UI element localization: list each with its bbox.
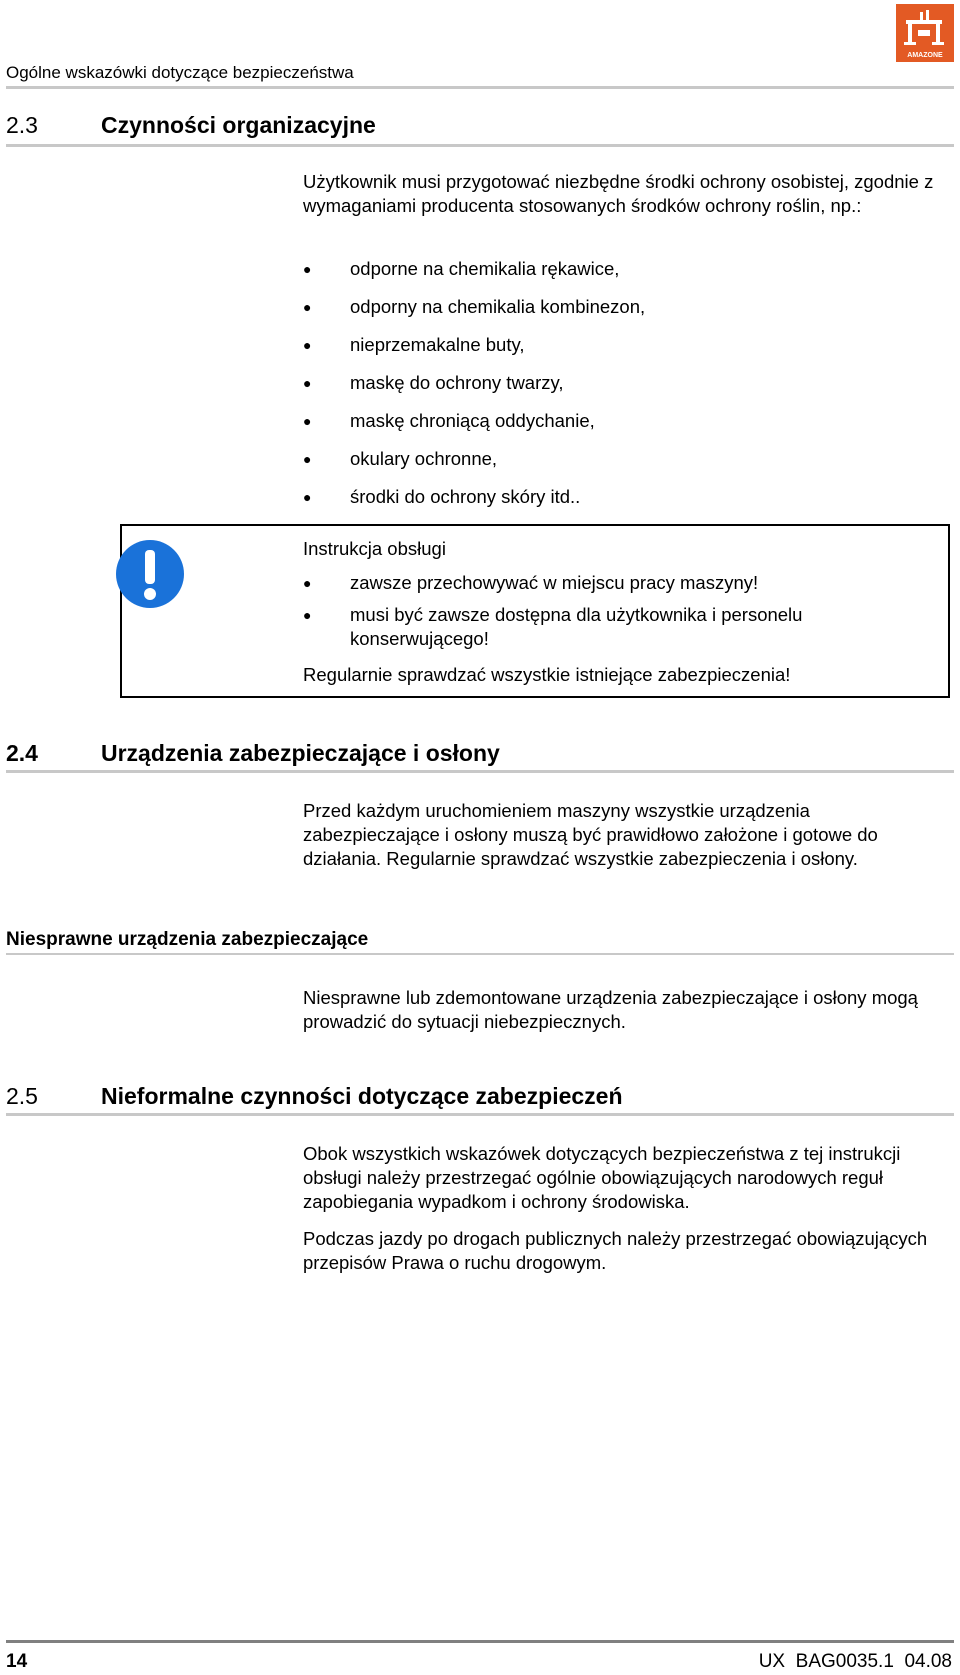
logo-text: AMAZONE <box>907 52 943 59</box>
section-rule <box>6 1113 954 1116</box>
footer-rule <box>6 1640 954 1643</box>
section-number: 2.5 <box>6 1083 38 1109</box>
section-paragraph: Podczas jazdy po drogach publicznych należy przestrzegać obowiązujących przepisów Prawa o ruchu drogowym. <box>303 1228 928 1273</box>
header-rule <box>6 86 954 89</box>
subheading: Niesprawne urządzenia zabezpieczające <box>6 929 369 950</box>
subheading-rule <box>6 953 954 955</box>
section-number: 2.4 <box>6 740 38 766</box>
section-title: Urządzenia zabezpieczające i osłony <box>101 740 500 766</box>
intro-paragraph: Użytkownik musi przygotować niezbędne środki ochrony osobistej, zgodnie z wymaganiami producenta stosowanych środków ochrony roślin, np.: <box>303 171 934 216</box>
section-rule <box>6 144 954 147</box>
section-heading-2-5 <box>6 1083 623 1110</box>
section-rule <box>6 770 954 773</box>
section-paragraph: Przed każdym uruchomieniem maszyny wszystkie urządzenia zabezpieczające i osłony muszą być prawidłowo założone i gotowe do działania. Regularnie sprawdzać wszystkie zabezpieczenia i osłony. <box>303 800 878 869</box>
section-title: Nieformalne czynności dotyczące zabezpieczeń <box>101 1083 623 1109</box>
section-number: 2.3 <box>6 112 38 138</box>
section-heading-2-3 <box>6 112 376 139</box>
exclamation-icon <box>114 538 186 615</box>
document-code: UX BAG0035.1 04.08 <box>758 1651 952 1672</box>
section-title: Czynności organizacyjne <box>101 112 376 138</box>
section-paragraph: Obok wszystkich wskazówek dotyczących bezpieczeństwa z tej instrukcji obsługi należy przestrzegać ogólnie obowiązujących narodowych reguł zapobiegania wypadkom i ochrony środowiska. <box>303 1143 901 1212</box>
page-number: 14 <box>6 1651 28 1672</box>
note-title: Instrukcja obsługi <box>303 538 446 559</box>
subsection-paragraph: Niesprawne lub zdemontowane urządzenia zabezpieczające i osłony mogą prowadzić do sytuacji niebezpiecznych. <box>303 987 918 1032</box>
note-footer: Regularnie sprawdzać wszystkie istniejące zabezpieczenia! <box>303 664 791 685</box>
section-heading-2-4 <box>6 740 500 767</box>
amazone-logo <box>896 4 954 62</box>
running-header: Ogólne wskazówki dotyczące bezpieczeństwa <box>6 63 354 82</box>
